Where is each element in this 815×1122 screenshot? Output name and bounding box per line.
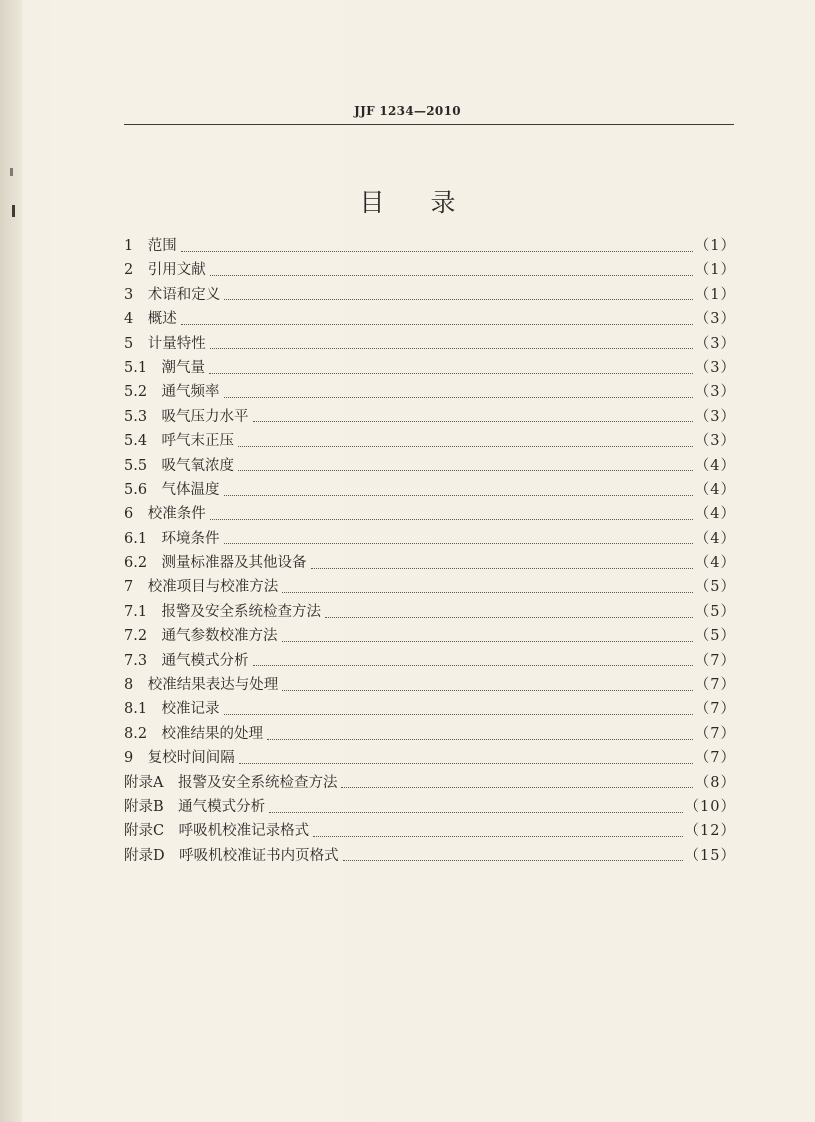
toc-entry-page: （12） [684,823,736,840]
toc-entry-page: （4） [694,481,736,498]
toc-entry-label: 5.3 吸气压力水平 [124,408,249,425]
toc-entry-page: （10） [684,798,736,815]
toc-entry-page: （7） [694,750,736,767]
dot-leader [267,739,693,740]
toc-entry-page: （7） [694,652,736,669]
toc-entry-page: （7） [694,677,736,694]
toc-entry [124,722,736,746]
dot-leader [210,275,693,276]
dot-leader [343,860,683,861]
dot-leader [224,495,693,496]
toc-entry [124,649,736,673]
toc-entry-label: 5.4 呼气末正压 [124,433,235,450]
toc-entry [124,234,736,258]
toc-entry-label: 5.5 吸气氧浓度 [124,457,235,474]
toc-entry-label: 7.2 通气参数校准方法 [124,628,278,645]
toc-entry-label: 5.2 通气频率 [124,384,220,401]
toc-entry-label: 附录D 呼吸机校准证书内页格式 [124,847,339,864]
toc-entry-label: 附录A 报警及安全系统检查方法 [124,774,338,791]
toc-entry [124,697,736,721]
toc-entry-page: （4） [694,555,736,572]
toc-entry-page: （4） [694,506,736,523]
toc-entry [124,746,736,770]
toc-entry [124,258,736,282]
toc-entry-page: （7） [694,701,736,718]
toc-entry-label: 5.6 气体温度 [124,481,220,498]
dot-leader [313,836,682,837]
dot-leader [341,787,692,788]
toc-entry-label: 5 计量特性 [124,335,206,352]
dot-leader [224,299,693,300]
toc-entry-label: 8.1 校准记录 [124,701,220,718]
toc-entry-label: 5.1 潮气量 [124,359,206,376]
toc-entry [124,283,736,307]
toc-entry-page: （3） [694,408,736,425]
toc-entry-label: 6.1 环境条件 [124,530,220,547]
toc-entry-page: （5） [694,579,736,596]
toc-entry [124,307,736,331]
toc-entry-page: （4） [694,530,736,547]
dot-leader [181,251,693,252]
toc-entry-page: （15） [684,847,736,864]
toc-entry-page: （4） [694,457,736,474]
dot-leader [282,641,693,642]
toc-entry-label: 附录C 呼吸机校准记录格式 [124,823,310,840]
toc-entry [124,332,736,356]
dot-leader [209,373,693,374]
page-title: 目录 [359,188,502,217]
toc-entry-label: 3 术语和定义 [124,286,221,303]
toc-entry-label: 7.3 通气模式分析 [124,652,249,669]
dot-leader [239,763,693,764]
dot-leader [311,568,693,569]
toc-entry-label: 8.2 校准结果的处理 [124,725,264,742]
toc-entry [124,380,736,404]
dot-leader [253,421,693,422]
dot-leader [253,665,693,666]
scan-mark [10,168,13,176]
toc-entry [124,673,736,697]
toc-entry [124,844,736,868]
dot-leader [238,446,693,447]
toc-entry-label: 8 校准结果表达与处理 [124,677,279,694]
toc-entry-page: （3） [694,359,736,376]
toc-entry-page: （1） [694,286,736,303]
toc-entry [124,429,736,453]
toc-entry-label: 6.2 测量标准器及其他设备 [124,555,307,572]
toc-entry-label: 2 引用文献 [124,262,206,279]
dot-leader [210,519,693,520]
toc-entry [124,478,736,502]
toc-entry [124,356,736,380]
toc-entry [124,405,736,429]
toc-entry-label: 1 范围 [124,238,177,254]
dot-leader [224,714,693,715]
dot-leader [282,690,693,691]
toc-entry-page: （3） [694,311,736,328]
toc-entry [124,551,736,575]
toc-entry-label: 4 概述 [124,311,177,328]
dot-leader [224,397,693,398]
toc-entry [124,502,736,526]
standard-code: JJF 1234—2010 [354,104,461,118]
dot-leader [210,348,693,349]
dot-leader [282,592,693,593]
toc-entry [124,771,736,795]
toc-entry-page: （3） [694,335,736,352]
toc-entry-page: （8） [694,774,736,791]
toc-entry [124,454,736,478]
header-rule [124,124,734,125]
toc-entry-page: （7） [694,725,736,742]
toc-entry [124,819,736,843]
toc-entry-page: （1） [694,262,736,279]
toc-entry-label: 9 复校时间间隔 [124,750,235,767]
toc-entry [124,795,736,819]
dot-leader [238,470,693,471]
binding-edge [0,0,22,1122]
toc-entry-page: （1） [694,238,736,254]
toc-entry-label: 7.1 报警及安全系统检查方法 [124,603,322,620]
toc-entry-label: 6 校准条件 [124,506,206,523]
dot-leader [325,617,693,618]
toc-entry [124,600,736,624]
dot-leader [181,324,693,325]
toc-entry-page: （3） [694,384,736,401]
toc-entry-label: 附录B 通气模式分析 [124,798,266,815]
toc-entry [124,624,736,648]
table-of-contents [124,234,736,868]
toc-entry-page: （5） [694,628,736,645]
toc-entry-page: （3） [694,433,736,450]
dot-leader [269,812,682,813]
toc-entry [124,575,736,599]
dot-leader [224,543,693,544]
toc-entry [124,527,736,551]
toc-entry-label: 7 校准项目与校准方法 [124,579,279,596]
toc-entry-page: （5） [694,603,736,620]
